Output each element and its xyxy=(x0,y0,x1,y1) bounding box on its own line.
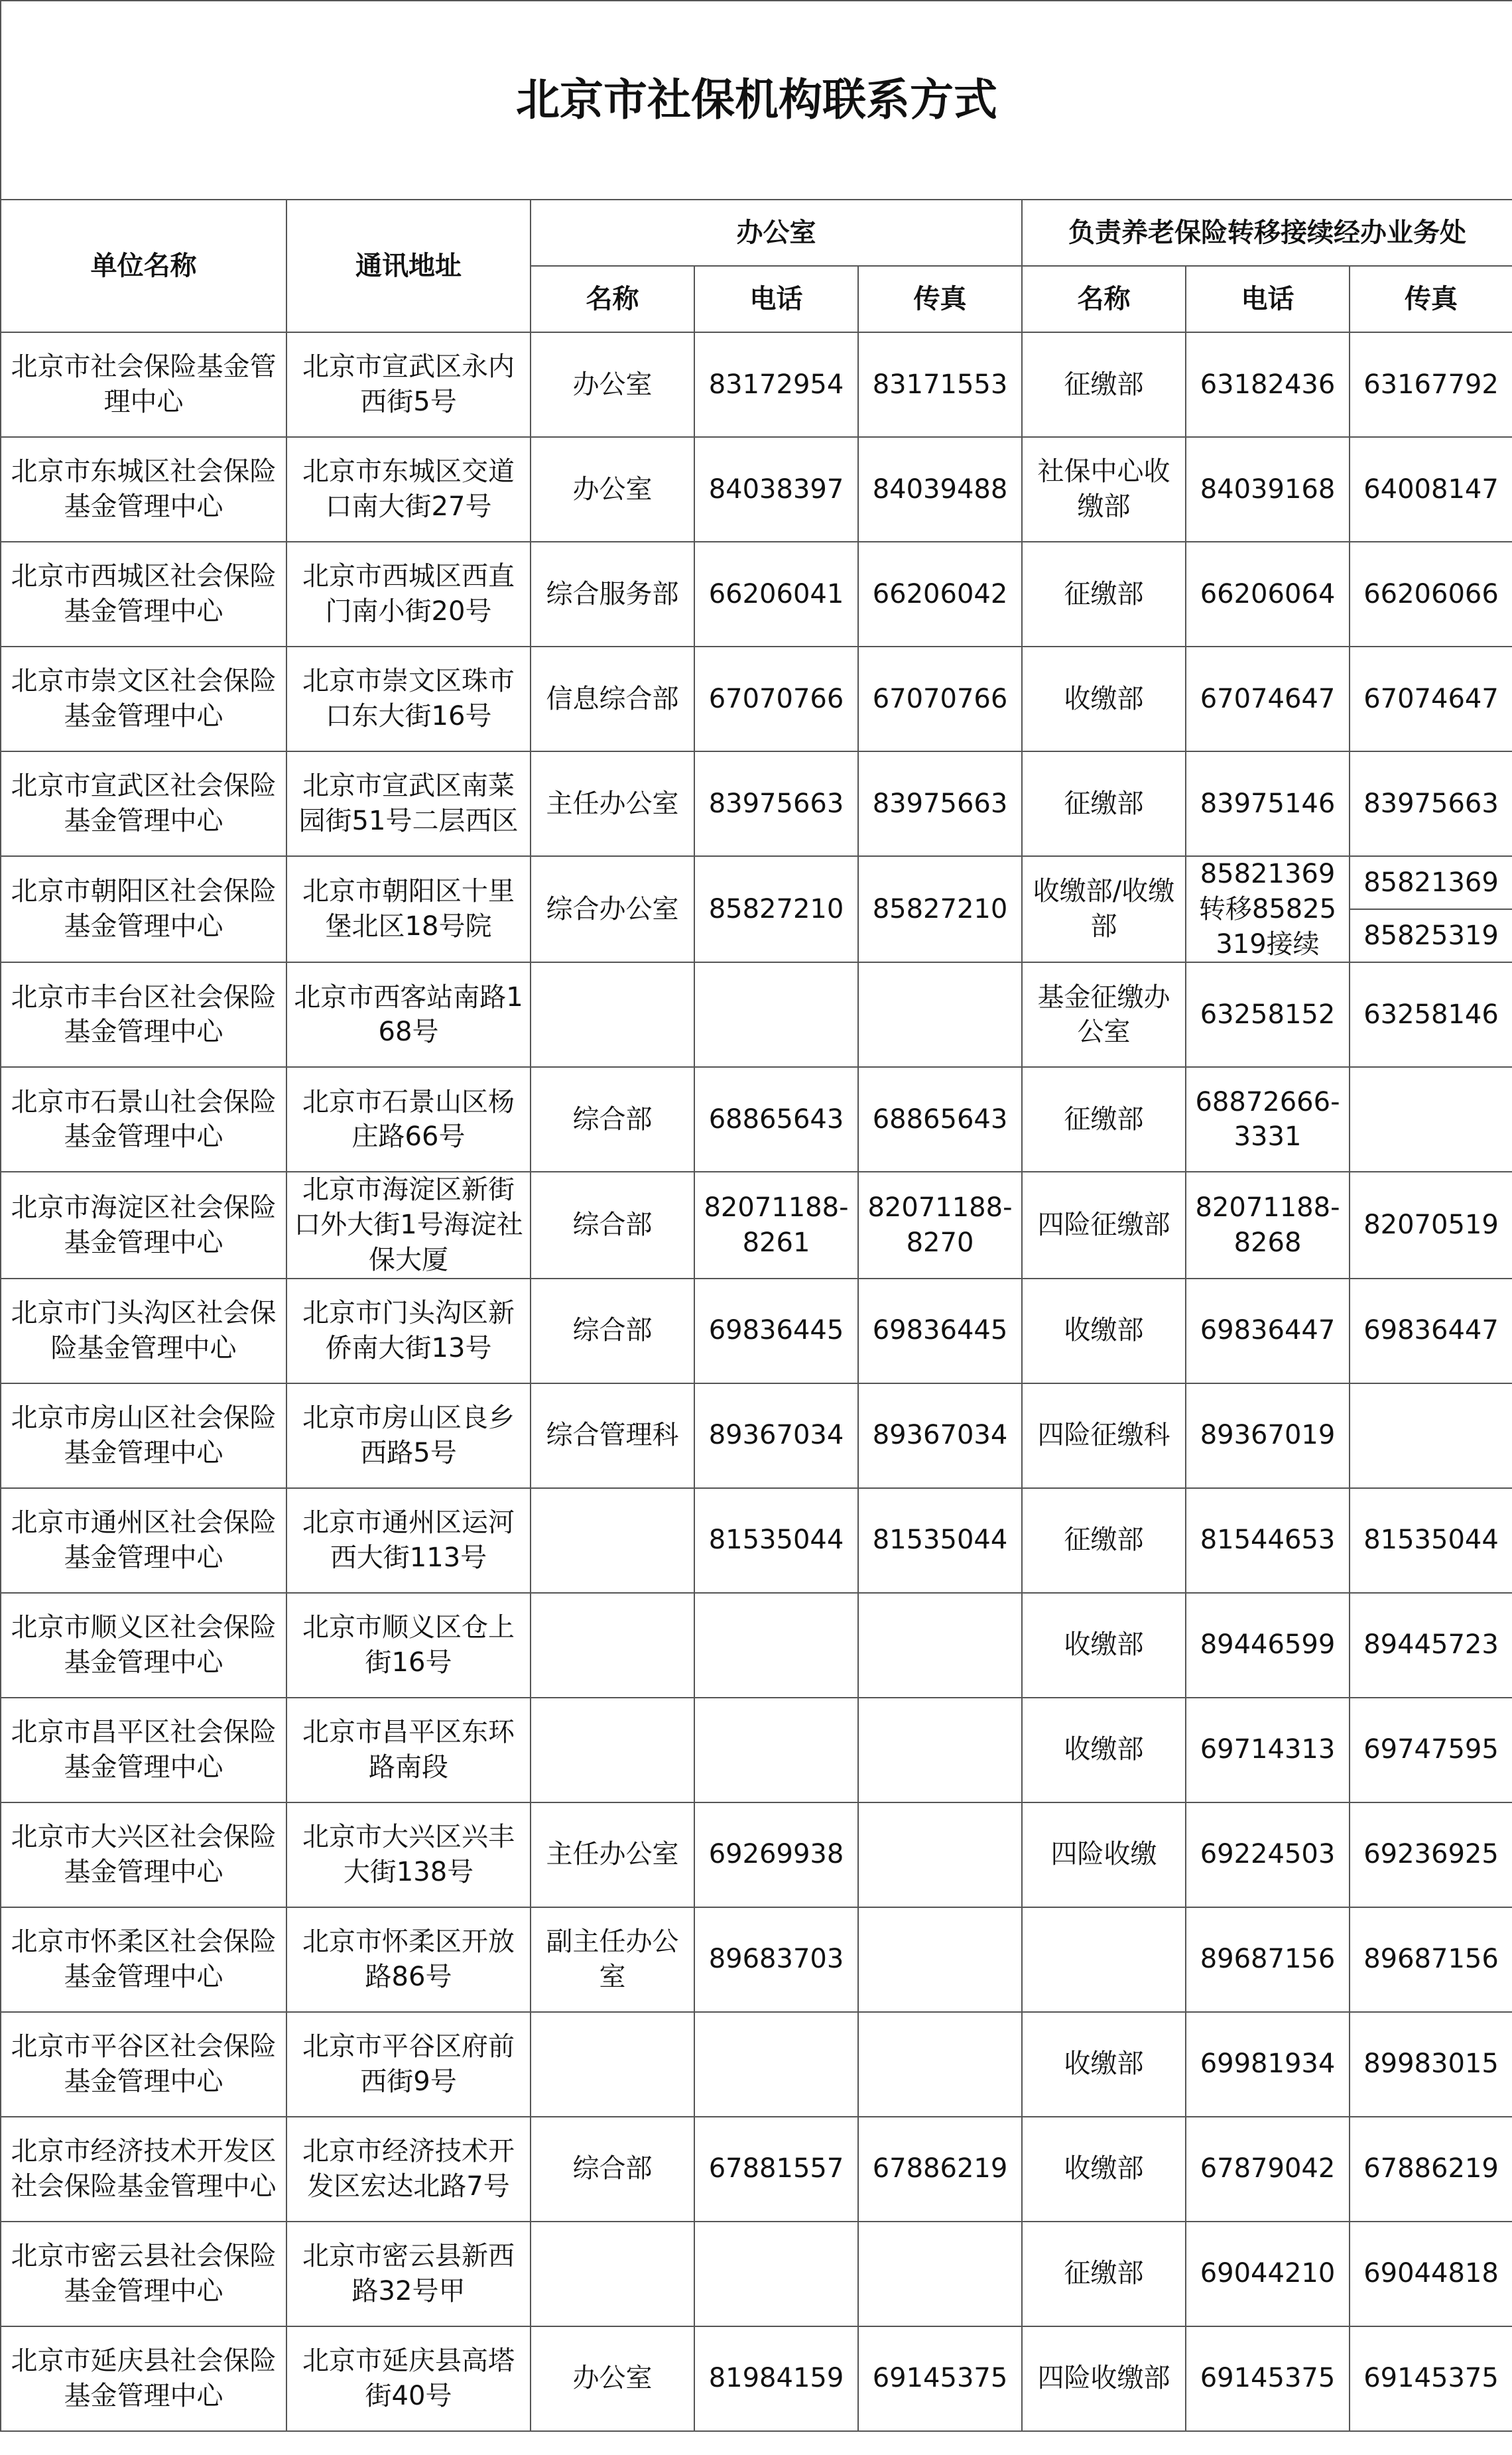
office-phone-cell: 84038397 xyxy=(694,437,858,542)
unit-name-cell: 北京市西城区社会保险基金管理中心 xyxy=(1,542,286,647)
office-name-cell: 办公室 xyxy=(531,2326,694,2431)
office-name-cell xyxy=(531,2222,694,2326)
dept-name-cell: 四险征缴科 xyxy=(1022,1383,1186,1488)
office-fax-cell xyxy=(858,1907,1022,2012)
office-name-cell xyxy=(531,1488,694,1593)
office-fax-cell: 69145375 xyxy=(858,2326,1022,2431)
dept-fax-cell: 69747595 xyxy=(1350,1698,1512,1802)
dept-phone-cell: 89446599 xyxy=(1186,1593,1350,1698)
office-name-cell: 办公室 xyxy=(531,437,694,542)
dept-phone-cell: 89687156 xyxy=(1186,1907,1350,2012)
table-row xyxy=(1,1067,1512,1172)
dept-name-cell xyxy=(1022,1907,1186,2012)
dept-name-cell: 社保中心收缴部 xyxy=(1022,437,1186,542)
dept-fax-cell: 69044818 xyxy=(1350,2222,1512,2326)
unit-name-cell: 北京市崇文区社会保险基金管理中心 xyxy=(1,647,286,751)
office-fax-cell xyxy=(858,1593,1022,1698)
office-name-cell: 综合管理科 xyxy=(531,1383,694,1488)
office-name-cell: 综合部 xyxy=(531,1172,694,1278)
office-fax-cell xyxy=(858,1698,1022,1802)
table-row xyxy=(1,962,1512,1067)
dept-name-cell: 收缴部 xyxy=(1022,2012,1186,2117)
office-fax-cell: 66206042 xyxy=(858,542,1022,647)
table-row xyxy=(1,647,1512,751)
header-pension-group: 负责养老保险转移接续经办业务处 xyxy=(1022,200,1512,266)
address-cell: 北京市顺义区仓上街16号 xyxy=(286,1593,531,1698)
header-office-phone: 电话 xyxy=(694,266,858,332)
dept-fax-cell: 85821369 xyxy=(1350,856,1512,909)
dept-name-cell: 收缴部/收缴部 xyxy=(1022,856,1186,962)
address-cell: 北京市西城区西直门南小街20号 xyxy=(286,542,531,647)
dept-fax-cell: 89445723 xyxy=(1350,1593,1512,1698)
unit-name-cell: 北京市石景山社会保险基金管理中心 xyxy=(1,1067,286,1172)
unit-name-cell: 北京市怀柔区社会保险基金管理中心 xyxy=(1,1907,286,2012)
table-row xyxy=(1,2222,1512,2326)
dept-phone-cell: 67879042 xyxy=(1186,2117,1350,2222)
address-cell: 北京市西客站南路168号 xyxy=(286,962,531,1067)
dept-fax-cell: 69836447 xyxy=(1350,1279,1512,1383)
address-cell: 北京市密云县新西路32号甲 xyxy=(286,2222,531,2326)
dept-phone-cell: 89367019 xyxy=(1186,1383,1350,1488)
dept-name-cell: 征缴部 xyxy=(1022,2222,1186,2326)
office-fax-cell: 69836445 xyxy=(858,1279,1022,1383)
table-row xyxy=(1,1802,1512,1907)
address-cell: 北京市崇文区珠市口东大街16号 xyxy=(286,647,531,751)
address-cell: 北京市宣武区南菜园街51号二层西区 xyxy=(286,751,531,856)
dept-phone-cell: 82071188-8268 xyxy=(1186,1172,1350,1278)
table-row xyxy=(1,856,1512,909)
dept-phone-cell: 69145375 xyxy=(1186,2326,1350,2431)
dept-fax-cell: 66206066 xyxy=(1350,542,1512,647)
address-cell: 北京市海淀区新街口外大街1号海淀社保大厦 xyxy=(286,1172,531,1278)
dept-fax-cell: 82070519 xyxy=(1350,1172,1512,1278)
dept-phone-cell: 85821369转移85825319接续 xyxy=(1186,856,1350,962)
address-cell: 北京市石景山区杨庄路66号 xyxy=(286,1067,531,1172)
dept-name-cell: 收缴部 xyxy=(1022,647,1186,751)
dept-phone-cell: 69981934 xyxy=(1186,2012,1350,2117)
dept-name-cell: 收缴部 xyxy=(1022,1279,1186,1383)
office-name-cell: 副主任办公室 xyxy=(531,1907,694,2012)
table-row xyxy=(1,1172,1512,1278)
unit-name-cell: 北京市海淀区社会保险基金管理中心 xyxy=(1,1172,286,1278)
office-phone-cell xyxy=(694,2222,858,2326)
dept-name-cell: 征缴部 xyxy=(1022,332,1186,437)
dept-phone-cell: 66206064 xyxy=(1186,542,1350,647)
office-name-cell: 主任办公室 xyxy=(531,751,694,856)
dept-fax-cell: 63167792 xyxy=(1350,332,1512,437)
dept-name-cell: 四险收缴 xyxy=(1022,1802,1186,1907)
office-phone-cell: 89367034 xyxy=(694,1383,858,1488)
address-cell: 北京市延庆县高塔街40号 xyxy=(286,2326,531,2431)
header-office-fax: 传真 xyxy=(858,266,1022,332)
office-phone-cell xyxy=(694,2012,858,2117)
office-phone-cell xyxy=(694,962,858,1067)
office-fax-cell xyxy=(858,2222,1022,2326)
dept-name-cell: 征缴部 xyxy=(1022,751,1186,856)
address-cell: 北京市怀柔区开放路86号 xyxy=(286,1907,531,2012)
office-fax-cell: 85827210 xyxy=(858,856,1022,962)
dept-phone-cell: 69044210 xyxy=(1186,2222,1350,2326)
header-unit-name: 单位名称 xyxy=(1,200,286,332)
unit-name-cell: 北京市社会保险基金管理中心 xyxy=(1,332,286,437)
dept-fax-cell: 81535044 xyxy=(1350,1488,1512,1593)
table-row xyxy=(1,1279,1512,1383)
table-row xyxy=(1,751,1512,856)
office-phone-cell: 82071188-8261 xyxy=(694,1172,858,1278)
dept-phone-cell: 83975146 xyxy=(1186,751,1350,856)
unit-name-cell: 北京市门头沟区社会保险基金管理中心 xyxy=(1,1279,286,1383)
dept-phone-cell: 69714313 xyxy=(1186,1698,1350,1802)
dept-fax-cell: 89983015 xyxy=(1350,2012,1512,2117)
header-dept-name: 名称 xyxy=(1022,266,1186,332)
table-row xyxy=(1,332,1512,437)
table-row xyxy=(1,437,1512,542)
office-phone-cell: 83975663 xyxy=(694,751,858,856)
unit-name-cell: 北京市顺义区社会保险基金管理中心 xyxy=(1,1593,286,1698)
dept-name-cell: 收缴部 xyxy=(1022,1593,1186,1698)
dept-name-cell: 征缴部 xyxy=(1022,1488,1186,1593)
office-phone-cell: 69269938 xyxy=(694,1802,858,1907)
unit-name-cell: 北京市大兴区社会保险基金管理中心 xyxy=(1,1802,286,1907)
office-fax-cell: 68865643 xyxy=(858,1067,1022,1172)
office-name-cell xyxy=(531,1593,694,1698)
office-phone-cell: 83172954 xyxy=(694,332,858,437)
table-row xyxy=(1,2117,1512,2222)
table-row xyxy=(1,1698,1512,1802)
unit-name-cell: 北京市朝阳区社会保险基金管理中心 xyxy=(1,856,286,962)
dept-fax-cell: 89687156 xyxy=(1350,1907,1512,2012)
address-cell: 北京市房山区良乡西路5号 xyxy=(286,1383,531,1488)
office-phone-cell: 69836445 xyxy=(694,1279,858,1383)
office-name-cell: 主任办公室 xyxy=(531,1802,694,1907)
dept-name-cell: 收缴部 xyxy=(1022,1698,1186,1802)
office-phone-cell: 66206041 xyxy=(694,542,858,647)
dept-fax-cell: 67074647 xyxy=(1350,647,1512,751)
office-phone-cell: 68865643 xyxy=(694,1067,858,1172)
dept-name-cell: 收缴部 xyxy=(1022,2117,1186,2222)
table-row xyxy=(1,2012,1512,2117)
office-name-cell xyxy=(531,2012,694,2117)
office-phone-cell: 89683703 xyxy=(694,1907,858,2012)
table-row xyxy=(1,1383,1512,1488)
office-fax-cell xyxy=(858,962,1022,1067)
office-name-cell: 信息综合部 xyxy=(531,647,694,751)
dept-fax-cell: 64008147 xyxy=(1350,437,1512,542)
office-phone-cell xyxy=(694,1698,858,1802)
office-name-cell xyxy=(531,962,694,1067)
address-cell: 北京市平谷区府前西街9号 xyxy=(286,2012,531,2117)
address-cell: 北京市昌平区东环路南段 xyxy=(286,1698,531,1802)
office-fax-cell: 81535044 xyxy=(858,1488,1022,1593)
office-name-cell: 综合部 xyxy=(531,1067,694,1172)
dept-phone-cell: 63182436 xyxy=(1186,332,1350,437)
dept-phone-cell: 84039168 xyxy=(1186,437,1350,542)
office-fax-cell xyxy=(858,1802,1022,1907)
office-name-cell: 综合部 xyxy=(531,2117,694,2222)
header-address: 通讯地址 xyxy=(286,200,531,332)
unit-name-cell: 北京市通州区社会保险基金管理中心 xyxy=(1,1488,286,1593)
dept-fax-cell xyxy=(1350,1067,1512,1172)
header-dept-phone: 电话 xyxy=(1186,266,1350,332)
office-phone-cell xyxy=(694,1593,858,1698)
dept-fax-cell: 69236925 xyxy=(1350,1802,1512,1907)
unit-name-cell: 北京市宣武区社会保险基金管理中心 xyxy=(1,751,286,856)
office-fax-cell: 83171553 xyxy=(858,332,1022,437)
unit-name-cell: 北京市东城区社会保险基金管理中心 xyxy=(1,437,286,542)
table-row xyxy=(1,542,1512,647)
office-fax-cell: 84039488 xyxy=(858,437,1022,542)
table-row xyxy=(1,1907,1512,2012)
table-row xyxy=(1,1593,1512,1698)
page-title: 北京市社保机构联系方式 xyxy=(1,1,1512,200)
header-row-1 xyxy=(1,200,1512,266)
address-cell: 北京市宣武区永内西街5号 xyxy=(286,332,531,437)
header-office-name: 名称 xyxy=(531,266,694,332)
table-row xyxy=(1,2326,1512,2431)
dept-name-cell: 四险收缴部 xyxy=(1022,2326,1186,2431)
office-fax-cell: 67886219 xyxy=(858,2117,1022,2222)
office-phone-cell: 81984159 xyxy=(694,2326,858,2431)
dept-fax-cell xyxy=(1350,1383,1512,1488)
office-name-cell: 办公室 xyxy=(531,332,694,437)
address-cell: 北京市通州区运河西大街113号 xyxy=(286,1488,531,1593)
address-cell: 北京市大兴区兴丰大街138号 xyxy=(286,1802,531,1907)
dept-fax-cell: 69145375 xyxy=(1350,2326,1512,2431)
unit-name-cell: 北京市延庆县社会保险基金管理中心 xyxy=(1,2326,286,2431)
unit-name-cell: 北京市丰台区社会保险基金管理中心 xyxy=(1,962,286,1067)
dept-fax-cell: 67886219 xyxy=(1350,2117,1512,2222)
office-fax-cell: 67070766 xyxy=(858,647,1022,751)
dept-name-cell: 征缴部 xyxy=(1022,542,1186,647)
title-row xyxy=(1,1,1512,200)
office-phone-cell: 81535044 xyxy=(694,1488,858,1593)
address-cell: 北京市东城区交道口南大街27号 xyxy=(286,437,531,542)
dept-name-cell: 四险征缴部 xyxy=(1022,1172,1186,1278)
dept-phone-cell: 81544653 xyxy=(1186,1488,1350,1593)
address-cell: 北京市经济技术开发区宏达北路7号 xyxy=(286,2117,531,2222)
office-fax-cell: 89367034 xyxy=(858,1383,1022,1488)
office-phone-cell: 85827210 xyxy=(694,856,858,962)
address-cell: 北京市朝阳区十里堡北区18号院 xyxy=(286,856,531,962)
dept-fax-cell: 83975663 xyxy=(1350,751,1512,856)
dept-phone-cell: 63258152 xyxy=(1186,962,1350,1067)
address-cell: 北京市门头沟区新侨南大街13号 xyxy=(286,1279,531,1383)
dept-phone-cell: 68872666-3331 xyxy=(1186,1067,1350,1172)
dept-name-cell: 征缴部 xyxy=(1022,1067,1186,1172)
unit-name-cell: 北京市房山区社会保险基金管理中心 xyxy=(1,1383,286,1488)
office-fax-cell xyxy=(858,2012,1022,2117)
office-name-cell xyxy=(531,1698,694,1802)
dept-name-cell: 基金征缴办公室 xyxy=(1022,962,1186,1067)
dept-fax-cell: 85825319 xyxy=(1350,909,1512,962)
office-name-cell: 综合部 xyxy=(531,1279,694,1383)
unit-name-cell: 北京市密云县社会保险基金管理中心 xyxy=(1,2222,286,2326)
unit-name-cell: 北京市昌平区社会保险基金管理中心 xyxy=(1,1698,286,1802)
dept-phone-cell: 67074647 xyxy=(1186,647,1350,751)
office-name-cell: 综合服务部 xyxy=(531,542,694,647)
unit-name-cell: 北京市经济技术开发区社会保险基金管理中心 xyxy=(1,2117,286,2222)
dept-phone-cell: 69836447 xyxy=(1186,1279,1350,1383)
table-row xyxy=(1,1488,1512,1593)
dept-fax-cell: 63258146 xyxy=(1350,962,1512,1067)
office-fax-cell: 82071188-8270 xyxy=(858,1172,1022,1278)
dept-phone-cell: 69224503 xyxy=(1186,1802,1350,1907)
header-office-group: 办公室 xyxy=(531,200,1022,266)
header-dept-fax: 传真 xyxy=(1350,266,1512,332)
office-fax-cell: 83975663 xyxy=(858,751,1022,856)
office-phone-cell: 67881557 xyxy=(694,2117,858,2222)
office-phone-cell: 67070766 xyxy=(694,647,858,751)
office-name-cell: 综合办公室 xyxy=(531,856,694,962)
unit-name-cell: 北京市平谷区社会保险基金管理中心 xyxy=(1,2012,286,2117)
